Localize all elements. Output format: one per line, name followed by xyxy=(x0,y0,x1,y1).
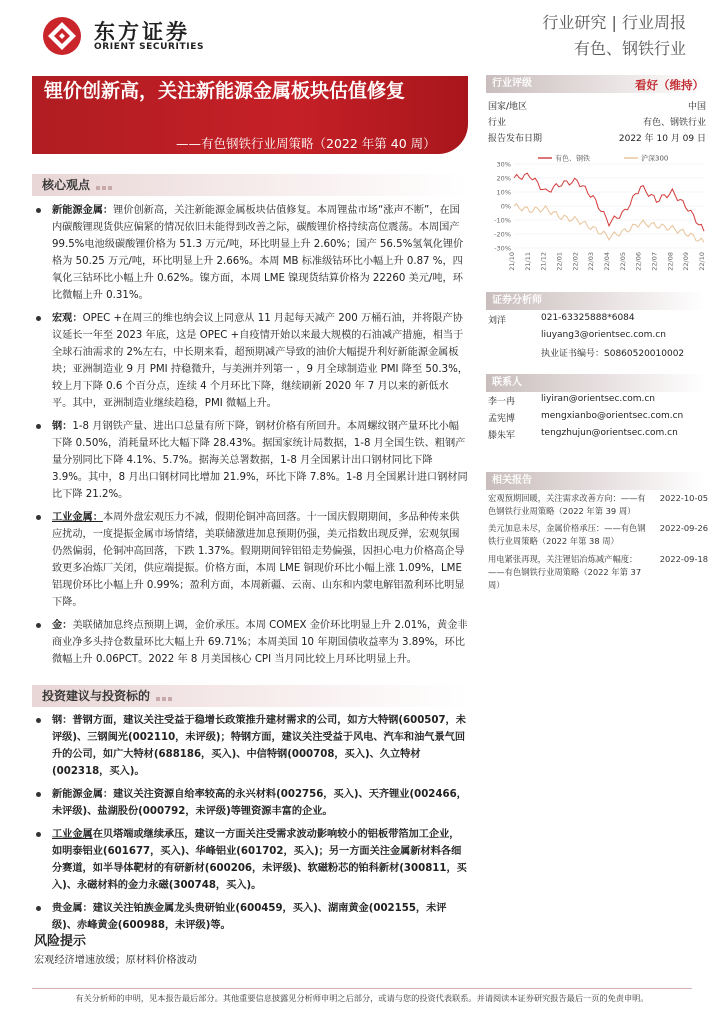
invest-point-steel: 钢：普钢方面，建议关注受益于稳增长政策推升建材需求的公司，如方大特钢(600507，未评级)、三钢闽光(002110，未评级)；特钢方面，建议关注受益于风电、汽车和油气景气回升的公司，如广大特材(688186，买入)、中信特钢(000708，买入)、久立特材(002318，买入)。 xyxy=(34,712,468,780)
analysts-bar: 证券分析师 xyxy=(486,292,706,310)
report-title: 锂价创新高，关注新能源金属板块估值修复 xyxy=(44,80,406,102)
chart-xtick-label: 22/07 xyxy=(650,252,659,271)
core-point-gold: 金：美联储加息终点预期上调，金价承压。本周 COMEX 金价环比明显上升 2.01%，黄金非商业净多头持仓数量环比大幅上升 69.71%；本周美国 10 年期国债收益率为 3.89%，环比微幅上升 0.06PCT。2022 年 8 月美国核心 CPI 当月同比较上月环比明显上升。 xyxy=(34,617,468,668)
analyst-row-3 xyxy=(486,346,706,358)
analyst-phone: 021-63325888*6084 xyxy=(541,313,635,323)
report-subtitle: ——有色钢铁行业周策略（2022 年第 40 周） xyxy=(176,136,436,151)
logo-chinese: 东方证券 xyxy=(94,20,190,44)
analyst-cert: 执业证书编号：S0860520010002 xyxy=(541,349,685,359)
related-report[interactable]: 美元加息未尽，金属价格承压：——有色钢铁行业周策略（2022 年第 38 周） 2022-09-26 xyxy=(488,523,708,546)
industry-label: 有色、钢铁行业 xyxy=(573,39,686,58)
logo-english: ORIENT SECURITIES xyxy=(94,42,205,52)
info-date: 报告发布日期 2022 年 10 月 09 日 xyxy=(488,134,706,144)
analyst-name: 刘洋 xyxy=(488,316,507,326)
rating-value: 看好（维持） xyxy=(635,78,704,92)
info-region: 国家/地区 中国 xyxy=(488,102,706,112)
contacts-bar: 联系人 xyxy=(486,374,706,392)
chart-series-line xyxy=(514,204,704,243)
chart-xtick-label: 22/03 xyxy=(587,252,596,271)
contact-row: 李一冉 liyiran@orientsec.com.cn xyxy=(488,394,655,407)
chart-xtick-label: 22/05 xyxy=(618,252,627,271)
analyst-row-1 xyxy=(486,313,706,325)
footer-disclaimer: 有关分析师的申明，见本报告最后部分。其他重要信息披露见分析师申明之后部分，或请与您的投资代表联系。并请阅读本证券研究报告最后一页的免责申明。 xyxy=(75,993,649,1003)
section-core: 核心观点 xyxy=(32,174,468,196)
performance-chart xyxy=(486,152,712,284)
invest-point-new-energy: 新能源金属：建议关注资源自给率较高的永兴材料(002756，买入)、天齐锂业(002466，未评级)、盐湖股份(000792，未评级)等锂资源丰富的企业。 xyxy=(34,786,468,820)
chart-xtick-label: 22/08 xyxy=(666,252,675,271)
core-points xyxy=(34,202,468,668)
related-bar: 相关报告 xyxy=(486,472,706,490)
chart-ytick-label: -10% xyxy=(494,216,511,225)
rating-bar: 行业评级 xyxy=(486,75,706,93)
chart-ytick-label: -30% xyxy=(494,244,511,253)
chart-xtick-label: 22/02 xyxy=(571,252,580,271)
chart-ytick-label: 20% xyxy=(496,174,511,183)
risk-title: 风险提示 xyxy=(34,934,87,949)
section-invest: 投资建议与投资标的 xyxy=(32,685,468,707)
chart-xtick-label: 22/01 xyxy=(555,252,564,271)
info-industry: 行业 有色、钢铁行业 xyxy=(488,118,706,128)
related-report[interactable]: 用电紧张再现，关注锂铝冶炼减产幅度：——有色钢铁行业周策略（2022 年第 37 周） 2022-09-18 xyxy=(488,554,708,590)
chart-series-line xyxy=(514,173,704,231)
invest-points xyxy=(34,712,468,934)
chart-ytick-label: -20% xyxy=(494,230,511,239)
analyst-row-2 xyxy=(486,330,706,342)
chart-legend-label: 沪深300 xyxy=(641,154,669,163)
chart-xtick-label: 21/12 xyxy=(539,252,548,271)
chart-ytick-label: 10% xyxy=(496,188,511,197)
invest-point-industrial: 工业金属在贝塔端或继续承压，建议一方面关注受需求波动影响较小的铝板带箔加工企业，如明泰铝业(601677，买入)、华峰铝业(601702，买入)；另一方面关注金属新材料各细分赛道，如半导体靶材的有研新材(600206，未评级)、软磁粉芯的铂科新材(300811，买入)、永磁材料的金力永磁(300748，买入)。 xyxy=(34,826,468,894)
contact-row: 孟宪博 mengxianbo@orientsec.com.cn xyxy=(488,411,684,424)
chart-xtick-label: 21/11 xyxy=(523,252,532,271)
chart-xtick-label: 22/09 xyxy=(682,252,691,271)
core-point-new-energy: 新能源金属：锂价创新高，关注新能源金属板块估值修复。本周锂盐市场“涨声不断”，在国内碳酸锂现货供应偏紧的情况依旧未能得到改善之际，碳酸锂价格持续高位震荡。本周国产 99.5%电池级碳酸锂价格为 51.3 万元/吨，环比明显上升 2.60%；国产 56.5%氢氧化锂价格为 50.25 万元/吨，环比明显上升 2.66%。本周 MB 标准级钴环比小幅上升 0.87 %，四氧化三钴环比小幅上升 0.62%。镍方面，本周 LME 镍现货结算价格为 22260 美元/吨，环比微幅上升 0.31%。 xyxy=(34,202,468,304)
core-point-macro: 宏观：OPEC +在周三的维也纳会议上同意从 11 月起每天减产 200 万桶石油，并将限产协议延长一年至 2023 年底，这是 OPEC +自疫情开始以来最大规模的石油减产措施，相当于全球石油需求的 2%左右，中长期来看，超预期减产导致的油价大幅提升利好新能源金属板块；亚洲制造业 9 月 PMI 持稳微升，与美洲并列第一 ，9 月全球制造业 PMI 降至 50.3%，较上月下降 0.6 个百分点，连续 4 个月环比下降，继续刷新 2020 年 7 月以来的新低水平。其中，亚洲制造业继续趋稳，PMI 微幅上升。 xyxy=(34,310,468,412)
chart-ytick-label: 0% xyxy=(500,202,511,211)
related-report[interactable]: 宏观预期回暖，关注需求改善方向：——有色钢铁行业周策略（2022 年第 39 周） 2022-10-05 xyxy=(488,493,708,516)
footer-divider xyxy=(32,988,692,989)
chart-legend-label: 有色、钢铁 xyxy=(555,154,590,163)
chart-ytick-label: 30% xyxy=(496,160,511,169)
analyst-email: liuyang3@orientsec.com.cn xyxy=(541,330,666,340)
core-point-steel: 钢：1-8 月钢铁产量、进出口总量有所下降，钢材价格有所回升。本周螺纹钢产量环比小幅下降 0.50%，消耗量环比大幅下降 28.43%。据国家统计局数据，1-8 月全国生铁、粗钢产量分别同比下降 4.1%、5.7%。据海关总署数据，1-8 月全国累计出口钢材同比下降 3.9%。其中，8 月出口钢材同比增加 21.9%，环比下降 7.8%。1-8 月全国累计进口钢材同比下降 21.2%。 xyxy=(34,418,468,503)
risk-body: 宏观经济增速放缓；原材料价格波动 xyxy=(34,955,197,966)
chart-xtick-label: 21/10 xyxy=(508,252,516,271)
orient-logo-icon xyxy=(42,16,82,56)
report-type: 行业研究 | 行业周报 xyxy=(542,13,686,32)
chart-xtick-label: 22/06 xyxy=(634,252,643,271)
chart-xtick-label: 22/04 xyxy=(603,252,611,271)
invest-point-precious: 贵金属：建议关注铂族金属龙头贵研铂业(600459，买入)、湖南黄金(002155，未评级)、赤峰黄金(600988，未评级)等。 xyxy=(34,900,468,934)
chart-xtick-label: 22/10 xyxy=(698,252,706,271)
contact-row: 滕朱军 tengzhujun@orientsec.com.cn xyxy=(488,428,678,441)
core-point-industrial-metals: 工业金属：本周外盘宏观压力不减，假期伦铜冲高回落。十一国庆假期期间，多品种传来供应扰动，一度提振金属市场情绪，美联储激进加息预期仍强，美元指数出现反弹，宏观氛围仍然偏弱，伦铜冲高回落，下跌 1.37%。假期期间锌铝铅走势偏强，因担心电力价格高企导致更多冶炼厂关闭，供应端提振。价格方面，本周 LME 铜现价环比小幅上涨 1.09%，LME 铝现价环比小幅上升 0.99%；盈利方面，本周新疆、云南、山东和内蒙电解铝盈利环比明显下降。 xyxy=(34,509,468,611)
